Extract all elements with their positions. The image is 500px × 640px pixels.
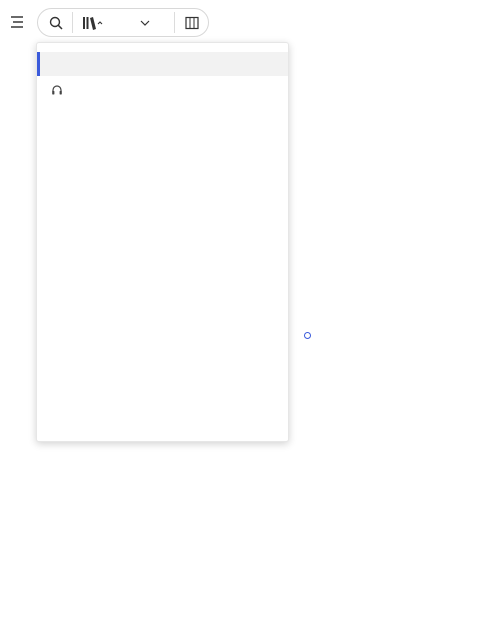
navigation-pill xyxy=(37,8,209,37)
version-option-tusi-paia[interactable] xyxy=(37,78,288,102)
version-selector-button[interactable] xyxy=(76,9,110,36)
menu-icon[interactable] xyxy=(8,13,26,31)
search-button[interactable] xyxy=(44,9,68,36)
version-option-samoan-contemporary[interactable] xyxy=(37,52,288,76)
toolbar xyxy=(0,0,500,44)
chevron-down-icon xyxy=(140,19,150,27)
parallel-view-button[interactable] xyxy=(178,9,206,36)
book-chapter-selector[interactable] xyxy=(114,9,172,36)
search-icon xyxy=(49,16,63,30)
columns-icon xyxy=(185,16,199,30)
headphones-icon xyxy=(51,84,63,96)
bible-versions-icon xyxy=(82,15,104,31)
divider xyxy=(174,12,175,33)
divider xyxy=(72,12,73,33)
version-dropdown xyxy=(36,42,289,442)
footnote-marker[interactable] xyxy=(304,332,311,339)
